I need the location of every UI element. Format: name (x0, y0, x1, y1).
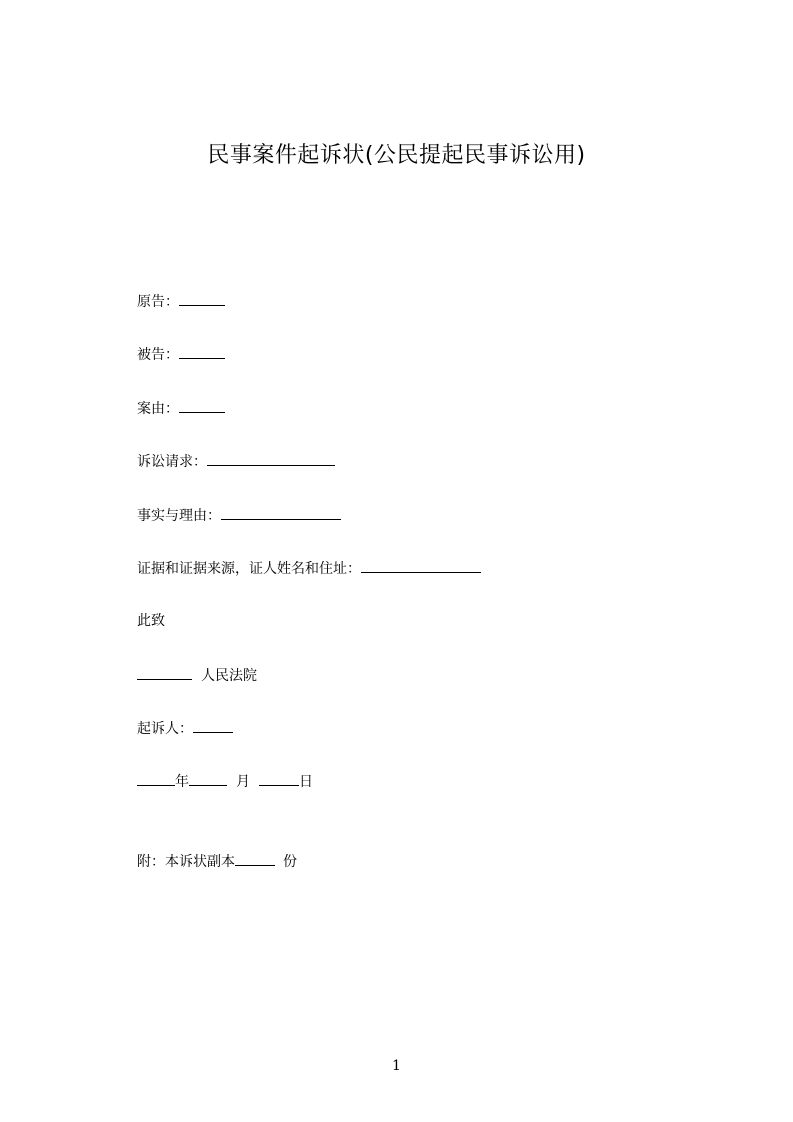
page-title: 民事案件起诉状(公民提起民事诉讼用) (207, 143, 586, 168)
date-day-label: 日 (299, 774, 313, 790)
page-number: 1 (392, 1058, 401, 1074)
evidence-blank (361, 558, 481, 573)
month-blank (189, 771, 227, 786)
date-year-label: 年 (175, 774, 189, 790)
facts-label: 事实与理由： (137, 508, 221, 524)
filer-field (137, 718, 233, 739)
claims-field (137, 451, 335, 472)
cause-label: 案由： (137, 401, 179, 417)
plaintiff-label: 原告： (137, 294, 179, 310)
salutation: 此致 (137, 613, 165, 629)
court-blank (137, 665, 192, 680)
facts-blank (221, 505, 341, 520)
facts-field (137, 505, 341, 526)
claims-blank (207, 451, 335, 466)
year-blank (137, 771, 175, 786)
defendant-label: 被告： (137, 347, 179, 363)
date-month-label: 月 (236, 774, 250, 790)
court-field (137, 665, 257, 686)
day-blank (259, 771, 299, 786)
evidence-label: 证据和证据来源，证人姓名和住址： (137, 561, 361, 577)
plaintiff-field (137, 291, 225, 312)
attachment-blank (235, 851, 275, 866)
plaintiff-blank (179, 291, 225, 306)
attachment-suffix: 份 (283, 854, 297, 870)
claims-label: 诉讼请求： (137, 454, 207, 470)
attachment-prefix: 附：本诉状副本 (137, 854, 235, 870)
cause-field (137, 398, 225, 419)
cause-blank (179, 398, 225, 413)
filer-label: 起诉人： (137, 721, 193, 737)
attachment-field (137, 851, 297, 872)
filer-blank (193, 718, 233, 733)
defendant-blank (179, 344, 225, 359)
evidence-field (137, 558, 481, 579)
date-field (137, 771, 313, 792)
defendant-field (137, 344, 225, 365)
court-suffix: 人民法院 (201, 668, 257, 684)
